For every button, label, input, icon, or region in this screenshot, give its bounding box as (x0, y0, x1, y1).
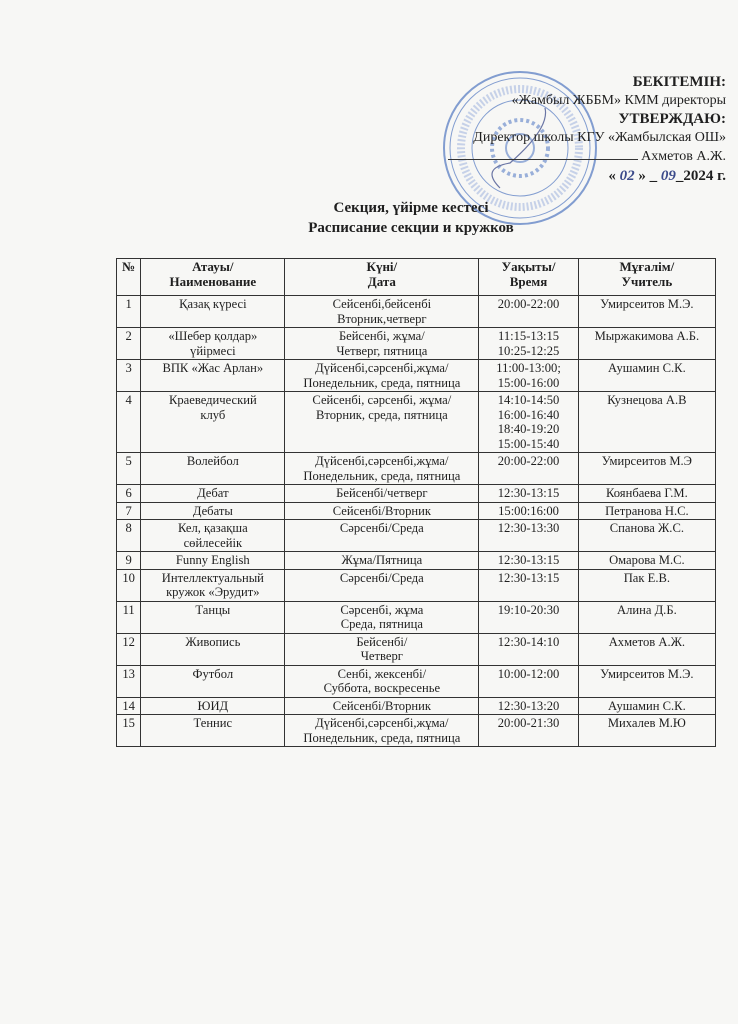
table-row (117, 328, 716, 360)
cell-n: 14 (117, 697, 141, 715)
cell-time: 10:00-12:00 (479, 665, 578, 697)
cell-name: «Шебер қолдар» үйірмесі (141, 328, 285, 360)
cell-n: 1 (117, 296, 141, 328)
date-year: _2024 г. (675, 167, 726, 184)
table-row (117, 552, 716, 570)
cell-n: 4 (117, 392, 141, 453)
cell-teacher: Умирсеитов М.Э (578, 453, 715, 485)
approver-position-ru: Директор школы КГУ «Жамбылская ОШ» (473, 129, 726, 145)
cell-time: 11:15-13:15 10:25-12:25 (479, 328, 578, 360)
table-row (117, 360, 716, 392)
cell-teacher: Ахметов А.Ж. (578, 633, 715, 665)
table-row (117, 569, 716, 601)
cell-n: 11 (117, 601, 141, 633)
cell-days: Сейсенбі/Вторник (285, 502, 479, 520)
cell-name: Дебаты (141, 502, 285, 520)
cell-time: 20:00-22:00 (479, 296, 578, 328)
table-row (117, 520, 716, 552)
signature-line (448, 147, 726, 167)
date-month: 09 (660, 167, 676, 184)
cell-days: Бейсенбі/ Четверг (285, 633, 479, 665)
approve-ru-label: УТВЕРЖДАЮ: (618, 111, 726, 127)
cell-teacher: Мыржакимова А.Б. (578, 328, 715, 360)
cell-n: 7 (117, 502, 141, 520)
cell-n: 2 (117, 328, 141, 360)
cell-name: Дебат (141, 485, 285, 503)
cell-time: 11:00-13:00; 15:00-16:00 (479, 360, 578, 392)
cell-n: 13 (117, 665, 141, 697)
table-row (117, 665, 716, 697)
approver-position-kz: «Жамбыл ЖББМ» КММ директоры (511, 92, 726, 108)
cell-name: Теннис (141, 715, 285, 747)
approve-kz-label: БЕКІТЕМІН: (632, 74, 726, 90)
cell-n: 6 (117, 485, 141, 503)
cell-name: Волейбол (141, 453, 285, 485)
cell-name: Краеведический клуб (141, 392, 285, 453)
table-header-row (117, 259, 716, 296)
cell-teacher: Алина Д.Б. (578, 601, 715, 633)
table-row (117, 697, 716, 715)
cell-time: 20:00-21:30 (479, 715, 578, 747)
cell-teacher: Аушамин С.К. (578, 697, 715, 715)
date-open: « (608, 167, 616, 184)
cell-teacher: Пак Е.В. (578, 569, 715, 601)
title-kz: Секция, үйірме кестесі (333, 200, 489, 216)
cell-name: Қазақ күресі (141, 296, 285, 328)
cell-name: Кел, қазақша сөйлесейік (141, 520, 285, 552)
cell-days: Бейсенбі, жұма/ Четверг, пятница (285, 328, 479, 360)
cell-days: Сәрсенбі/Среда (285, 569, 479, 601)
cell-time: 12:30-13:15 (479, 552, 578, 570)
table-row (117, 296, 716, 328)
cell-n: 10 (117, 569, 141, 601)
cell-n: 5 (117, 453, 141, 485)
cell-name: ВПК «Жас Арлан» (141, 360, 285, 392)
date-mid: » _ (638, 167, 658, 184)
cell-time: 12:30-13:15 (479, 485, 578, 503)
table-row (117, 485, 716, 503)
cell-name: Funny English (141, 552, 285, 570)
column-header: Атауы/ Наименование (141, 259, 285, 296)
cell-time: 12:30-14:10 (479, 633, 578, 665)
column-header: Уақыты/ Время (479, 259, 578, 296)
cell-days: Дүйсенбі,сәрсенбі,жұма/ Понедельник, среда, пятница (285, 360, 479, 392)
document-title (0, 198, 738, 238)
column-header: Күні/ Дата (285, 259, 479, 296)
cell-name: Интеллектуальный кружок «Эрудит» (141, 569, 285, 601)
cell-n: 15 (117, 715, 141, 747)
cell-days: Бейсенбі/четверг (285, 485, 479, 503)
cell-time: 12:30-13:30 (479, 520, 578, 552)
schedule-table (116, 258, 716, 747)
cell-name: ЮИД (141, 697, 285, 715)
cell-days: Сейсенбі/Вторник (285, 697, 479, 715)
cell-time: 14:10-14:50 16:00-16:40 18:40-19:20 15:00-15:40 (479, 392, 578, 453)
cell-teacher: Омарова М.С. (578, 552, 715, 570)
cell-teacher: Петранова Н.С. (578, 502, 715, 520)
cell-teacher: Умирсеитов М.Э. (578, 665, 715, 697)
cell-n: 9 (117, 552, 141, 570)
cell-days: Сәрсенбі/Среда (285, 520, 479, 552)
cell-days: Сейсенбі,бейсенбі Вторник,четверг (285, 296, 479, 328)
cell-days: Сәрсенбі, жұма Среда, пятница (285, 601, 479, 633)
cell-teacher: Коянбаева Г.М. (578, 485, 715, 503)
table-row (117, 392, 716, 453)
cell-teacher: Умирсеитов М.Э. (578, 296, 715, 328)
cell-name: Живопись (141, 633, 285, 665)
cell-n: 8 (117, 520, 141, 552)
cell-teacher: Кузнецова А.В (578, 392, 715, 453)
table-row (117, 715, 716, 747)
signature (448, 147, 638, 160)
title-ru: Расписание секции и кружков (308, 220, 514, 236)
cell-time: 20:00-22:00 (479, 453, 578, 485)
table-row (117, 453, 716, 485)
cell-days: Сенбі, жексенбі/ Суббота, воскресенье (285, 665, 479, 697)
cell-time: 12:30-13:20 (479, 697, 578, 715)
approval-date (448, 167, 726, 186)
cell-days: Жұма/Пятница (285, 552, 479, 570)
column-header: Мұғалім/ Учитель (578, 259, 715, 296)
cell-name: Танцы (141, 601, 285, 633)
cell-time: 15:00:16:00 (479, 502, 578, 520)
table-row (117, 502, 716, 520)
cell-n: 3 (117, 360, 141, 392)
cell-time: 19:10-20:30 (479, 601, 578, 633)
date-day: 02 (619, 167, 635, 184)
cell-n: 12 (117, 633, 141, 665)
signer-name: Ахметов А.Ж. (641, 149, 726, 164)
cell-teacher: Аушамин С.К. (578, 360, 715, 392)
cell-time: 12:30-13:15 (479, 569, 578, 601)
cell-days: Дүйсенбі,сәрсенбі,жұма/ Понедельник, среда, пятница (285, 715, 479, 747)
cell-name: Футбол (141, 665, 285, 697)
cell-teacher: Спанова Ж.С. (578, 520, 715, 552)
column-header: № (117, 259, 141, 296)
table-row (117, 601, 716, 633)
table-row (117, 633, 716, 665)
cell-teacher: Михалев М.Ю (578, 715, 715, 747)
cell-days: Дүйсенбі,сәрсенбі,жұма/ Понедельник, среда, пятница (285, 453, 479, 485)
cell-days: Сейсенбі, сәрсенбі, жұма/ Вторник, среда, пятница (285, 392, 479, 453)
approval-block (448, 73, 726, 185)
